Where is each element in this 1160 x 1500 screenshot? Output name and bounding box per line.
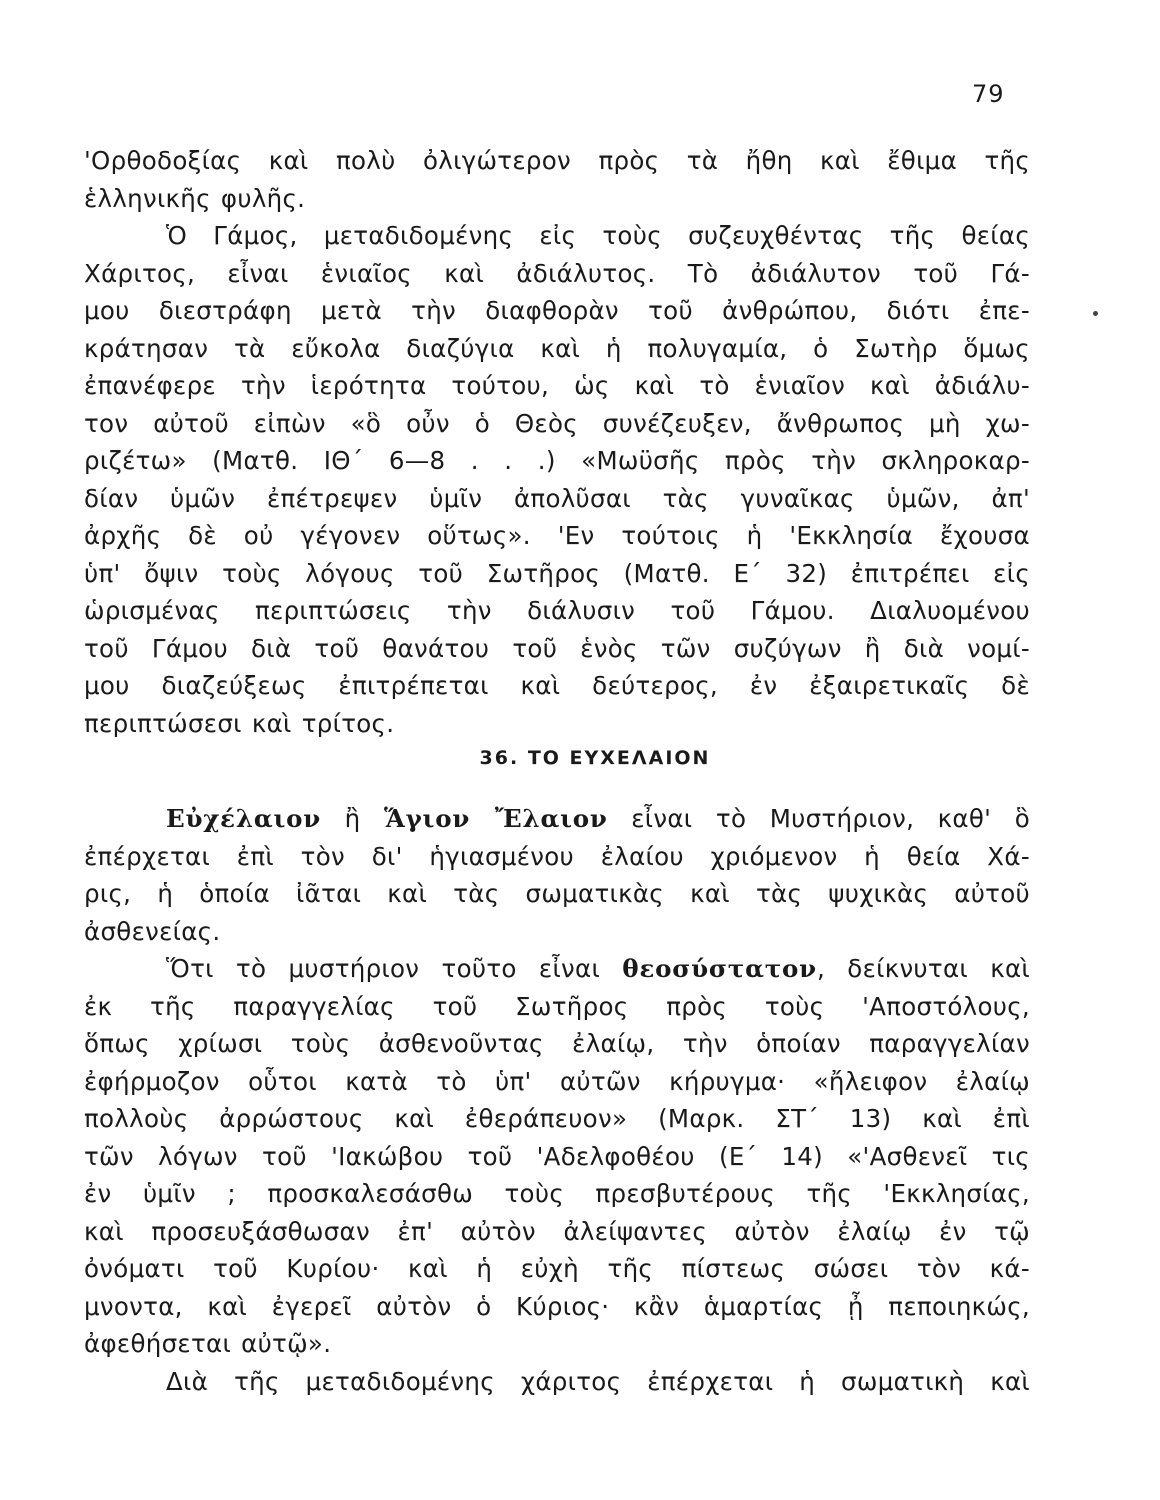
text-line: ἀφεθήσεται αὐτῷ». — [84, 1329, 332, 1358]
text-line: 'Ορθοδοξίας καὶ πολὺ ὀλιγώτερον πρὸς τὰ ἤθη καὶ ἔθιμα τῆς — [84, 146, 1030, 175]
text-line: ἑλληνικῆς φυλῆς. — [84, 183, 306, 213]
section-heading-euchelaion: 36. ΤΟ ΕΥΧΕΛΑΙΟΝ — [479, 747, 711, 769]
text-line: ἀσθενείας. — [84, 916, 221, 946]
section-marriage-text — [84, 142, 1030, 742]
text-line: ἐπανέφερε τὴν ἱερότητα τούτου, ὡς καὶ τὸ ἑνιαῖον καὶ ἀδιάλυ- — [84, 371, 1030, 400]
text-line: ἐπέρχεται ἐπὶ τὸν δι' ἡγιασμένου ἐλαίου χριόμενον ἡ θεία Χά- — [84, 841, 1030, 871]
text-line: ἐκ τῆς παραγγελίας τοῦ Σωτῆρος πρὸς τοὺς 'Αποστόλους, — [84, 991, 1030, 1021]
text-line: ἐν ὑμῖν ; προσκαλεσάσθω τοὺς πρεσβυτέρους τῆς 'Εκκλησίας, — [84, 1179, 1030, 1208]
text-line: Διὰ τῆς μεταδιδομένης χάριτος ἐπέρχεται ἡ σωματικὴ καὶ — [166, 1366, 1030, 1396]
paragraph-euchelaion-definition — [84, 800, 1030, 950]
text-line: καὶ προσευξάσθωσαν ἐπ' αὐτὸν ἀλείψαντες αὐτὸν ἐλαίῳ ἐν τῷ — [84, 1216, 1030, 1246]
paragraph-marriage — [84, 217, 1030, 742]
text-line: δίαν ὑμῶν ἐπέτρεψεν ὑμῖν ἀπολῦσαι τὰς γυναῖκας ὑμῶν, ἀπ' — [84, 483, 1030, 513]
text-line: τῶν λόγων τοῦ 'Ιακώβου τοῦ 'Αδελφοθέου (Ε΄ 14) «'Ασθενεῖ τις — [84, 1141, 1030, 1171]
text-fragment: , δείκνυται καὶ — [816, 954, 1030, 983]
page-number: 79 — [972, 80, 1005, 108]
text-fragment: Ὅτι τὸ μυστήριον τοῦτο εἶναι — [166, 954, 623, 983]
text-line: τον αὐτοῦ εἰπὼν «ὃ οὖν ὁ Θεὸς συνέζευξεν, ἄνθρωπος μὴ χω- — [84, 408, 1030, 438]
text-line: ρις, ἡ ὁποία ἰᾶται καὶ τὰς σωματικὰς καὶ τὰς ψυχικὰς αὐτοῦ — [84, 879, 1030, 908]
text-line: ὡρισμένας περιπτώσεις τὴν διάλυσιν τοῦ Γάμου. Διαλυομένου — [84, 596, 1030, 625]
text-line: ὑπ' ὄψιν τοὺς λόγους τοῦ Σωτῆρος (Ματθ. Ε΄ 32) ἐπιτρέπει εἰς — [84, 558, 1030, 588]
text-line: τοῦ Γάμου διὰ τοῦ θανάτου τοῦ ἑνὸς τῶν συζύγων ἢ διὰ νομί- — [84, 633, 1030, 663]
text-line: μου διεστράφη μετὰ τὴν διαφθορὰν τοῦ ἀνθρώπου, διότι ἐπε- — [84, 296, 1030, 325]
text-line: Ὁ Γάμος, μεταδιδομένης εἰς τοὺς συζευχθέντας τῆς θείας — [166, 221, 1030, 250]
text-line — [84, 950, 1030, 988]
text-line: μου διαζεύξεως ἐπιτρέπεται καὶ δεύτερος, ἐν ἐξαιρετικαῖς δὲ — [84, 671, 1030, 700]
text-line: ὀνόματι τοῦ Κυρίου· καὶ ἡ εὐχὴ τῆς πίστεως σώσει τὸν κά- — [84, 1254, 1030, 1283]
text-line: ἀρχῆς δὲ οὐ γέγονεν οὕτως». 'Εν τούτοις ἡ 'Εκκλησία ἔχουσα — [84, 521, 1030, 550]
text-fragment: ἢ — [321, 804, 384, 833]
text-line: πολλοὺς ἀρρώστους καὶ ἐθεράπευον» (Μαρκ. ΣΤ΄ 13) καὶ ἐπὶ — [84, 1104, 1030, 1133]
text-line: ριζέτω» (Ματθ. ΙΘ΄ 6—8 . . .) «Μωϋσῆς πρὸς τὴν σκληροκαρ- — [84, 446, 1030, 475]
text-line — [84, 800, 1030, 838]
paragraph-divine-institution — [84, 950, 1030, 1363]
paragraph-orthodoxy-continuation — [84, 142, 1030, 217]
term-agion-elaion: Ἅγιον Ἔλαιον — [383, 804, 608, 833]
text-line: Χάριτος, εἶναι ἑνιαῖος καὶ ἀδιάλυτος. Τὸ ἀδιάλυτον τοῦ Γά- — [84, 258, 1030, 288]
term-euchelaion: Εὐχέλαιον — [166, 804, 322, 833]
text-fragment: εἶναι τὸ Μυστήριον, καθ' ὃ — [607, 804, 1030, 833]
paragraph-grace-effects — [84, 1363, 1030, 1401]
text-line: ὅπως χρίωσι τοὺς ἀσθενοῦντας ἐλαίῳ, τὴν ὁποίαν παραγγελίαν — [84, 1029, 1030, 1058]
margin-dot — [1093, 311, 1098, 316]
text-line: μνοντα, καὶ ἐγερεῖ αὐτὸν ὁ Κύριος· κἂν ἁμαρτίας ᾖ πεποιηκώς, — [84, 1291, 1030, 1321]
term-theosystaton: θεοσύστατον — [622, 954, 817, 983]
text-line: κράτησαν τὰ εὔκολα διαζύγια καὶ ἡ πολυγαμία, ὁ Σωτὴρ ὅμως — [84, 333, 1030, 363]
section-euchelaion-text — [84, 800, 1030, 1400]
text-line: περιπτώσεσι καὶ τρίτος. — [84, 708, 395, 738]
text-line: ἐφήρμοζον οὗτοι κατὰ τὸ ὑπ' αὐτῶν κήρυγμα· «ἤλειφον ἐλαίῳ — [84, 1066, 1030, 1096]
